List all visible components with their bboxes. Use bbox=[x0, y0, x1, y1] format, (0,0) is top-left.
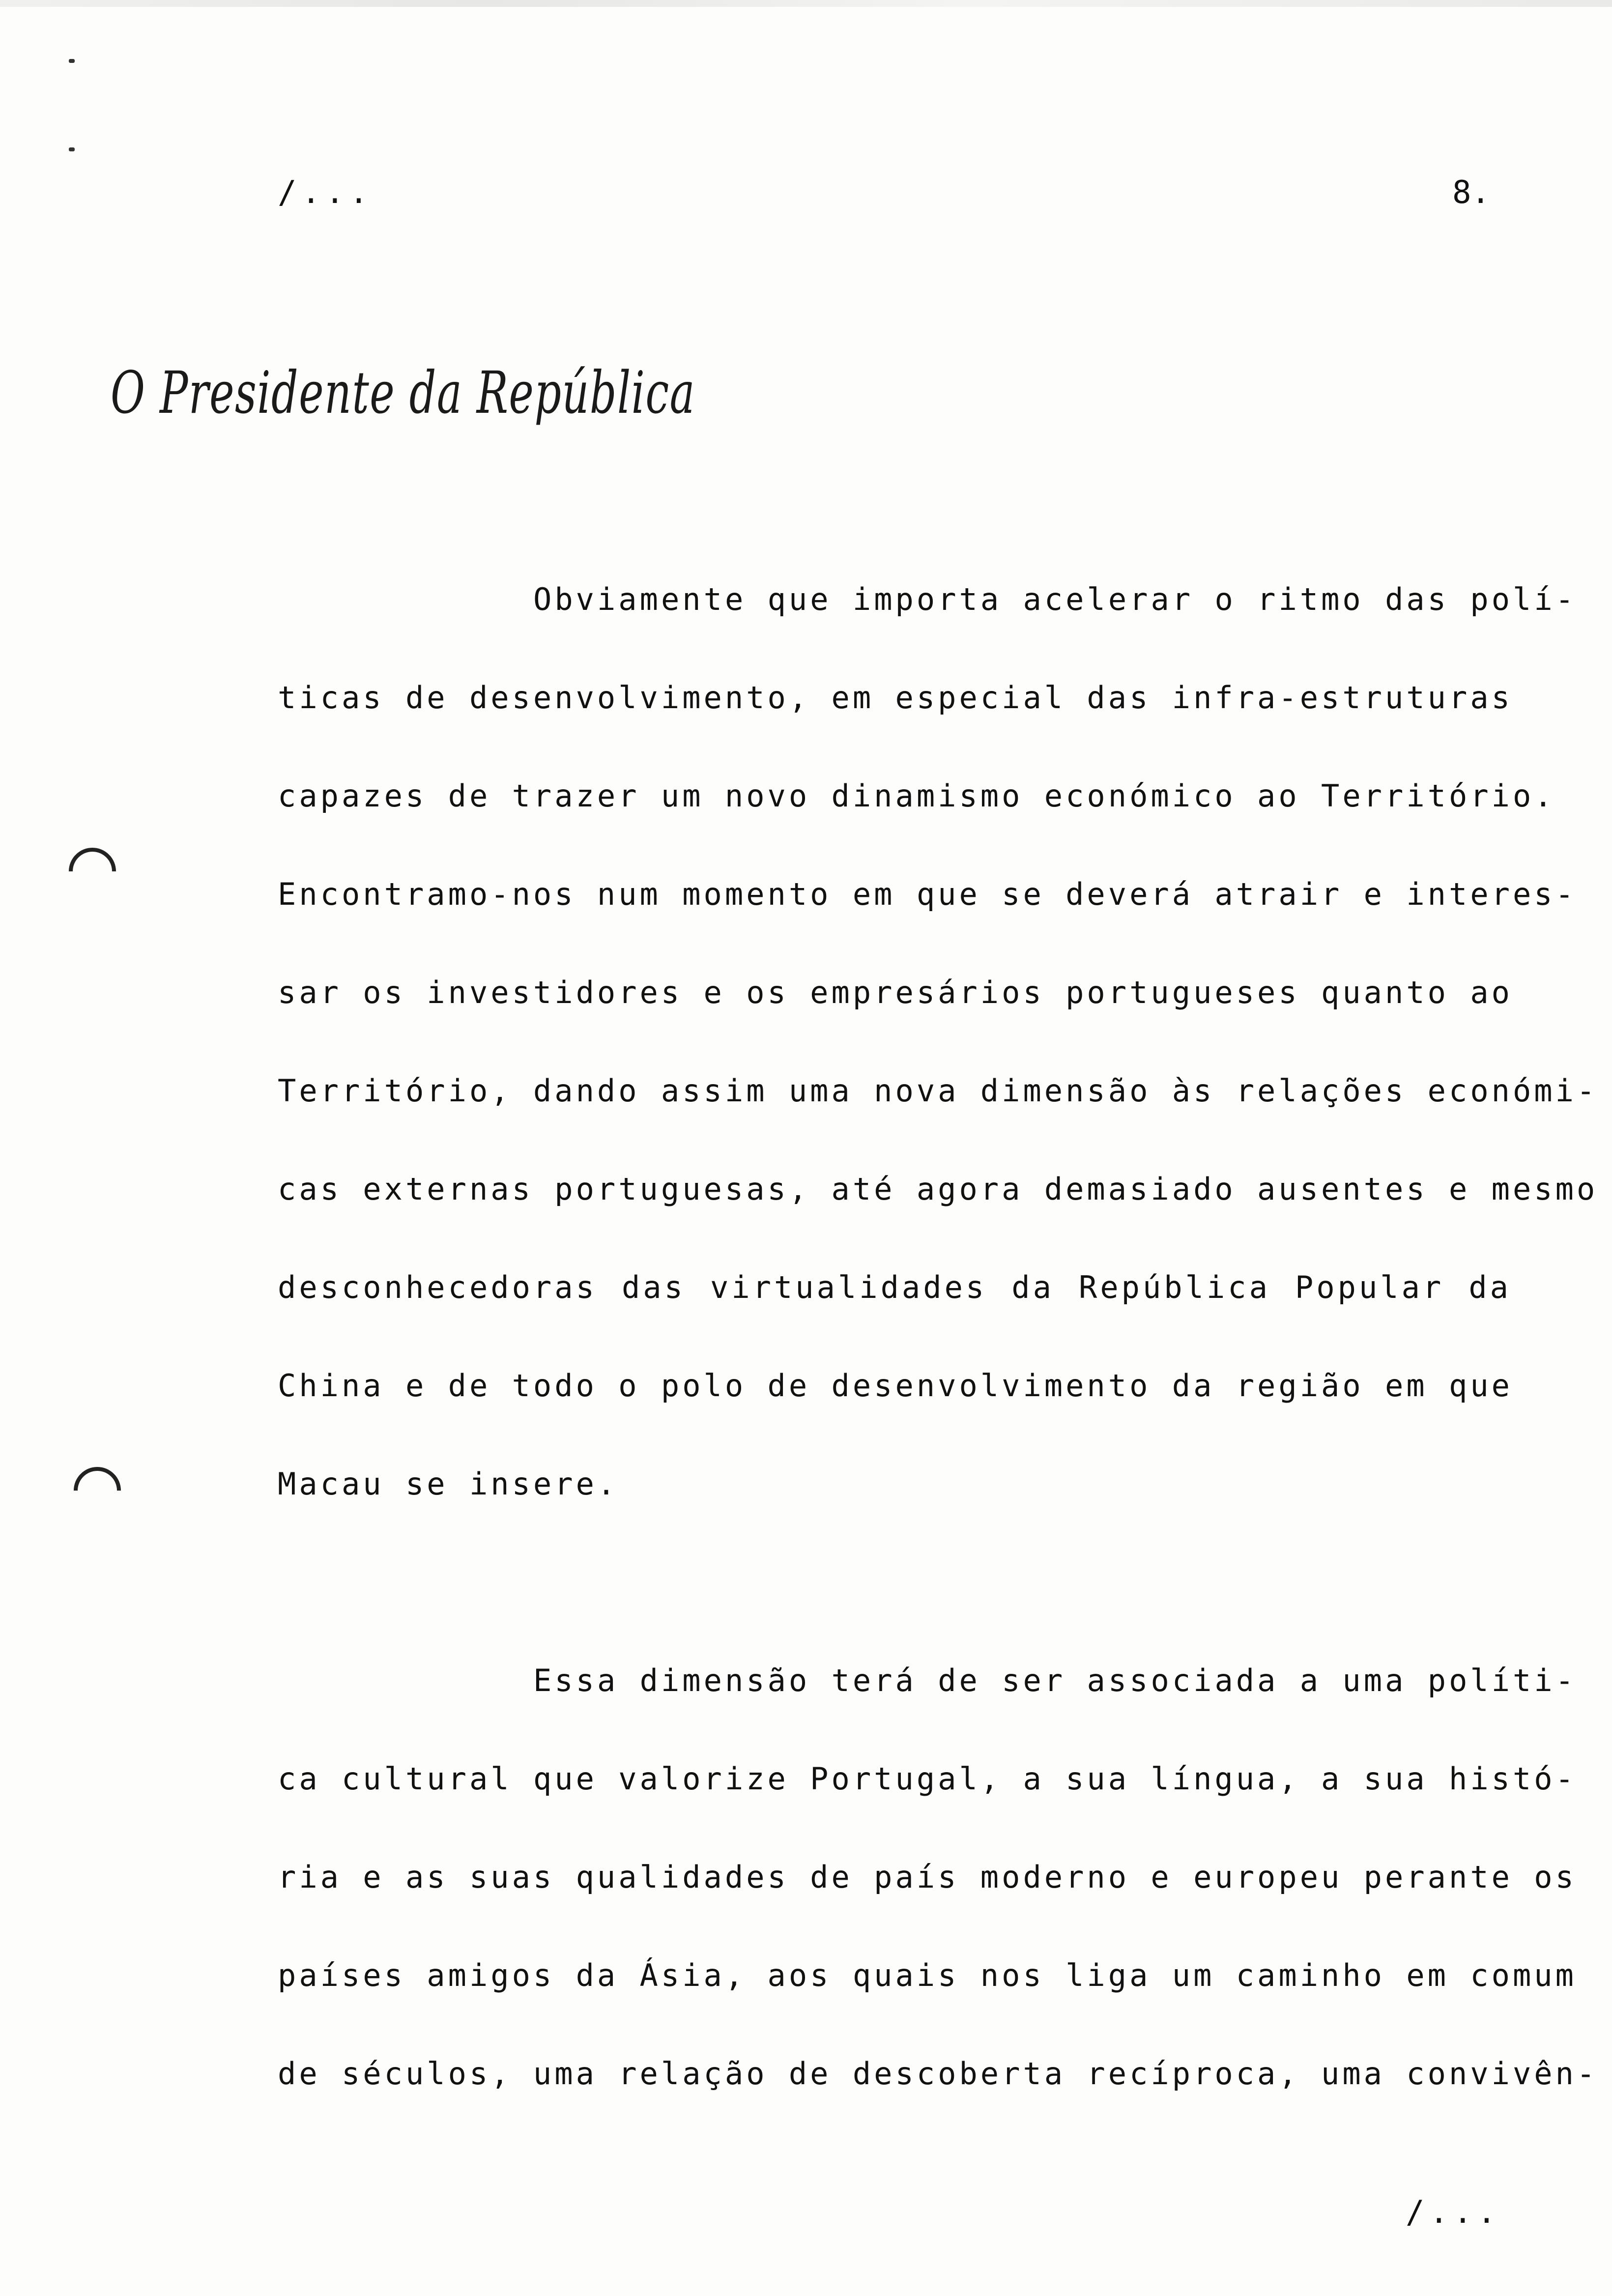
paragraph-line: Território, dando assim uma nova dimensão às relações económi- bbox=[278, 1073, 1598, 1109]
paragraph-line: de séculos, uma relação de descoberta recíproca, uma convivên- bbox=[278, 2056, 1598, 2092]
paragraph-line: capazes de trazer um novo dinamismo económico ao Território. bbox=[278, 778, 1555, 814]
paragraph-line: desconhecedoras das virtualidades da República Popular da bbox=[278, 1269, 1511, 1305]
scan-speck bbox=[69, 147, 75, 151]
letterhead-script-text: O Presidente da República bbox=[111, 359, 695, 427]
paragraph-line: Essa dimensão terá de ser associada a uma políti- bbox=[533, 1663, 1577, 1698]
continuation-mark-top: /... bbox=[278, 174, 374, 211]
paragraph-line: China e de todo o polo de desenvolvimento da região em que bbox=[278, 1368, 1513, 1404]
paragraph-line: Obviamente que importa acelerar o ritmo das polí- bbox=[533, 581, 1577, 617]
page-number: 8. bbox=[1452, 174, 1491, 211]
punch-hole-mark bbox=[64, 1457, 131, 1524]
punch-hole-mark bbox=[59, 838, 126, 905]
paragraph-line: cas externas portuguesas, até agora demasiado ausentes e mesmo bbox=[278, 1171, 1598, 1207]
paragraph-line: Macau se insere. bbox=[278, 1466, 619, 1502]
paragraph-line: países amigos da Ásia, aos quais nos liga um caminho em comum bbox=[278, 1957, 1577, 1993]
letterhead-logo bbox=[111, 344, 700, 442]
paragraph-line: ca cultural que valorize Portugal, a sua língua, a sua histó- bbox=[278, 1761, 1577, 1797]
scan-edge bbox=[0, 0, 1612, 7]
continuation-mark-bottom: /... bbox=[1406, 2194, 1501, 2231]
paragraph-line: ria e as suas qualidades de país moderno e europeu perante os bbox=[278, 1859, 1577, 1895]
scan-speck bbox=[69, 59, 75, 63]
paragraph-line: ticas de desenvolvimento, em especial das infra-estruturas bbox=[278, 680, 1513, 716]
paragraph-line: Encontramo-nos num momento em que se deverá atrair e interes- bbox=[278, 876, 1577, 912]
paragraph-line: sar os investidores e os empresários portugueses quanto ao bbox=[278, 975, 1513, 1010]
